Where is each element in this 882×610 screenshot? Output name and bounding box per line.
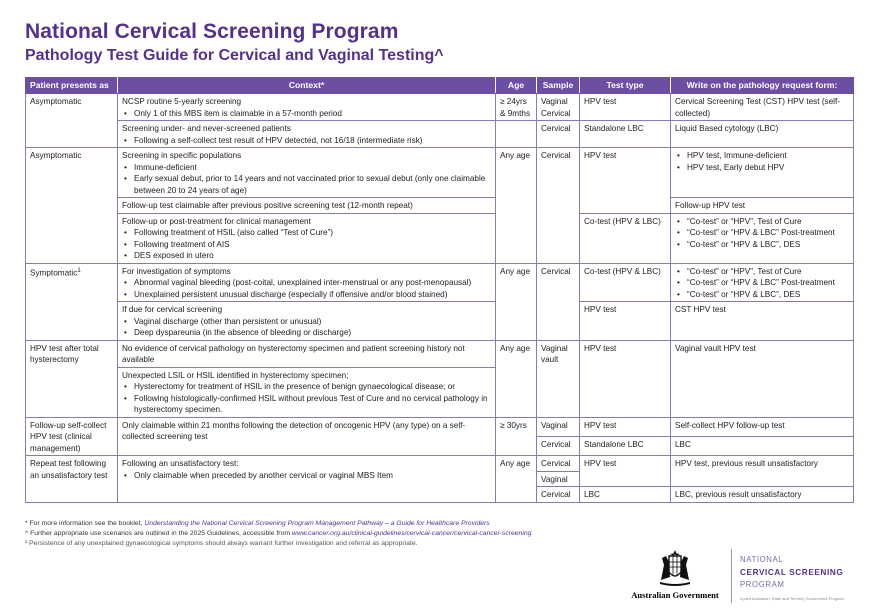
context-bullet: • Immune-deficient: [122, 162, 491, 174]
context-title: Following an unsatisfactory test:: [122, 459, 239, 468]
test-text: Co-test (HPV & LBC): [584, 266, 661, 276]
test-text: HPV test: [584, 459, 617, 468]
context-bullet: • Unexplained persistent unusual discharge (especially if offensive and/or blood stained): [122, 289, 491, 301]
form-cell: [671, 213, 854, 263]
context-title: If due for cervical screening: [122, 305, 223, 314]
table-row: [26, 94, 854, 121]
booklet-link[interactable]: Understanding the National Cervical Screening Program Management Pathway – a Guide for Healthcare Providers: [144, 520, 490, 527]
sample-text: Vaginal Cervical: [541, 97, 571, 118]
context-cell: [118, 198, 496, 214]
sample-cell: [537, 417, 580, 436]
presents-text: Asymptomatic: [30, 97, 82, 106]
footnote-1: [25, 519, 531, 529]
context-cell: [118, 148, 496, 198]
context-cell: [118, 340, 496, 367]
form-cell: [671, 94, 854, 121]
context-title: Follow-up test claimable after previous positive screening test (12-month repeat): [122, 201, 413, 210]
form-cell: [671, 417, 854, 436]
form-cell: [671, 436, 854, 455]
presents-text: Symptomatic: [30, 268, 78, 278]
context-cell: [118, 302, 496, 341]
age-text: ≥ 30yrs: [500, 420, 527, 430]
table-header-row: [26, 78, 854, 94]
test-cell: [580, 94, 671, 121]
form-text: LBC: [675, 439, 691, 449]
context-title: Unexpected LSIL or HSIL identified in hysterectomy specimen;: [122, 370, 349, 380]
form-cell: [671, 121, 854, 148]
age-cell: [496, 94, 537, 121]
context-cell: [118, 263, 496, 302]
sample-cell: [537, 121, 580, 148]
context-cell: [118, 417, 496, 456]
form-text: HPV test, previous result unsatisfactory: [675, 459, 818, 468]
test-cell: [580, 417, 671, 436]
test-text: Standalone LBC: [584, 124, 644, 133]
age-text: Any age: [500, 343, 531, 353]
header-sample: Sample: [537, 78, 580, 94]
test-cell: [580, 487, 671, 503]
test-cell: [580, 302, 671, 341]
header-request-form: Write on the pathology request form:: [671, 78, 854, 94]
context-title: Follow-up or post-treatment for clinical management: [122, 216, 311, 226]
age-text: ≥ 24yrs & 9mths: [500, 97, 531, 118]
context-bullet: • Only claimable when preceded by another cervical or vaginal MBS Item: [122, 470, 491, 482]
form-cell: [671, 263, 854, 302]
presents-cell: [26, 148, 118, 264]
ncsp-logo-line-2: CERVICAL SCREENING: [740, 567, 844, 577]
test-text: HPV test: [584, 97, 617, 106]
form-text: CST HPV test: [675, 305, 726, 314]
form-bullet: • “Co-test” or “HPV”, Test of Cure: [675, 266, 849, 278]
context-cell: [118, 94, 496, 121]
table-row: [26, 302, 854, 341]
presents-text: Follow-up self-collect HPV test (clinical management): [30, 420, 107, 453]
form-text: Follow-up HPV test: [675, 201, 746, 210]
australian-government-logo: [622, 548, 728, 604]
form-cell: [671, 148, 854, 198]
sample-cell: [537, 456, 580, 472]
footnote-2-text: ^ Further appropriate use scenarios are outlined in the 2025 Guidelines, accessible from: [25, 530, 292, 537]
age-cell: [496, 417, 537, 456]
table-row: [26, 263, 854, 302]
age-cell: [496, 121, 537, 148]
sample-cell: [537, 436, 580, 455]
header-age: Age: [496, 78, 537, 94]
context-bullet: • Following treatment of AIS: [122, 239, 491, 251]
test-text: HPV test: [584, 305, 617, 314]
test-cell: [580, 340, 671, 417]
context-title: Screening under- and never-screened patients: [122, 124, 291, 133]
context-cell: [118, 367, 496, 417]
form-bullet: • HPV test, Early debut HPV: [675, 162, 849, 174]
context-bullet: • Following treatment of HSIL (also called “Test of Cure”): [122, 227, 491, 239]
context-bullet: • Following histologically-confirmed HSIL without previous Test of Cure and no cervical pathology in hysterectomy specimen.: [122, 393, 491, 416]
sample-text: Cervical: [541, 151, 571, 160]
guidelines-link[interactable]: www.cancer.org.au/clinical-guidelines/cervical-cancer/cervical-cancer-screening: [291, 530, 532, 537]
context-title: Screening in specific populations: [122, 151, 242, 160]
context-cell: [118, 456, 496, 503]
test-text: Standalone LBC: [584, 439, 644, 449]
context-bullet: • Hysterectomy for treatment of HSIL in the presence of benign gynaecological disease; or: [122, 381, 491, 393]
age-text: Any age: [500, 459, 531, 468]
presents-text: Asymptomatic: [30, 151, 82, 160]
footnote-1-text: * For more information see the booklet,: [25, 520, 145, 527]
age-text: Any age: [500, 151, 531, 160]
pathology-test-table: [25, 77, 854, 503]
context-bullet: • Vaginal discharge (other than persistent or unusual): [122, 316, 491, 328]
presents-cell: [26, 263, 118, 340]
presents-text: Repeat test following an unsatisfactory test: [30, 459, 108, 480]
sample-text: Vaginal: [541, 474, 568, 484]
table-row: [26, 340, 854, 367]
form-bullet: • “Co-test” or “HPV”, Test of Cure: [675, 216, 849, 228]
ncsp-logo-tagline: A joint Australian, State and Territory Government Program: [740, 595, 844, 601]
context-bullet: • DES exposed in utero: [122, 250, 491, 262]
context-title: No evidence of cervical pathology on hysterectomy specimen and patient screening history not available: [122, 343, 465, 364]
context-cell: [118, 121, 496, 148]
context-bullet: • Only 1 of this MBS item is claimable in a 57-month period: [122, 108, 491, 120]
test-text: HPV test: [584, 420, 617, 430]
form-cell: [671, 456, 854, 487]
form-text: Liquid Based cytology (LBC): [675, 124, 779, 133]
ncsp-logo-line-3: PROGRAM: [740, 580, 785, 589]
form-cell: [671, 198, 854, 214]
coat-of-arms-icon: [656, 550, 694, 588]
age-cell: [496, 263, 537, 340]
table-row: [26, 417, 854, 436]
context-cell: [118, 213, 496, 263]
form-text: Self-collect HPV follow-up test: [675, 420, 785, 430]
context-bullet: • Deep dyspareunia (in the absence of bleeding or discharge): [122, 327, 491, 339]
sample-cell: [537, 471, 580, 487]
age-cell: [496, 340, 537, 417]
footnote-marker: 1: [77, 267, 81, 274]
form-bullet: • “Co-test” or “HPV & LBC” Post-treatment: [675, 227, 849, 239]
sample-cell: [537, 487, 580, 503]
form-text: Cervical Screening Test (CST) HPV test (self-collected): [675, 97, 841, 118]
presents-cell: [26, 417, 118, 456]
sample-text: Vaginal vault: [541, 343, 568, 364]
test-cell: [580, 263, 671, 302]
table-row: [26, 198, 854, 214]
form-cell: [671, 340, 854, 417]
sample-text: Cervical: [541, 124, 571, 133]
form-bullet: • “Co-test” or “HPV & LBC”, DES: [675, 289, 849, 301]
form-cell: [671, 302, 854, 341]
form-bullet: • “Co-test” or “HPV & LBC”, DES: [675, 239, 849, 251]
context-title: Only claimable within 21 months following the detection of oncogenic HPV (any type) on a self-collected screening test: [122, 420, 466, 441]
header-test-type: Test type: [580, 78, 671, 94]
age-cell: [496, 148, 537, 264]
sample-text: Cervical: [541, 266, 571, 276]
sample-text: Cervical: [541, 459, 571, 468]
ncsp-logo: [740, 554, 844, 602]
sample-cell: [537, 340, 580, 417]
presents-cell: [26, 94, 118, 148]
sample-text: Cervical: [541, 490, 571, 499]
footnote-3: ¹ Persistence of any unexplained gynaecological symptoms should always warrant further investigation and referral as appropriate.: [25, 540, 418, 547]
logo-divider: [731, 549, 732, 603]
sample-cell: [537, 148, 580, 264]
test-cell: [580, 148, 671, 214]
test-text: HPV test: [584, 343, 617, 353]
presents-text: HPV test after total hysterectomy: [30, 343, 99, 364]
ncsp-logo-line-1: NATIONAL: [740, 555, 784, 564]
page-subtitle: Pathology Test Guide for Cervical and Vaginal Testing^: [25, 47, 444, 64]
age-cell: [496, 456, 537, 503]
test-cell: [580, 456, 671, 487]
footnotes: [25, 519, 531, 549]
table-row: [26, 213, 854, 263]
test-text: Co-test (HPV & LBC): [584, 216, 661, 226]
sample-cell: [537, 94, 580, 121]
context-title: NCSP routine 5-yearly screening: [122, 97, 242, 106]
context-title: For investigation of symptoms: [122, 266, 231, 276]
form-cell: [671, 487, 854, 503]
government-name: Australian Government: [631, 590, 719, 600]
header-patient-presents: Patient presents as: [26, 78, 118, 94]
test-cell: [580, 213, 671, 263]
table-row: [26, 456, 854, 472]
context-bullet: • Following a self-collect test result of HPV detected, not 16/18 (intermediate risk): [122, 135, 491, 147]
form-text: LBC, previous result unsatisfactory: [675, 490, 802, 499]
page-title: National Cervical Screening Program: [25, 20, 399, 43]
form-bullet: • HPV test, Immune-deficient: [675, 150, 849, 162]
test-text: HPV test: [584, 151, 617, 160]
sample-text: Cervical: [541, 439, 571, 449]
table-row: [26, 148, 854, 198]
age-text: Any age: [500, 266, 531, 276]
table-row: [26, 121, 854, 148]
presents-cell: [26, 340, 118, 417]
test-cell: [580, 436, 671, 455]
header-context: Context*: [118, 78, 496, 94]
sample-text: Vaginal: [541, 420, 568, 430]
context-bullet: • Early sexual debut, prior to 14 years and not vaccinated prior to sexual debut (only one claimable between 20 to 24 years of age): [122, 173, 491, 196]
test-cell: [580, 121, 671, 148]
sample-cell: [537, 263, 580, 340]
footnote-2: [25, 529, 531, 539]
context-bullet: • Abnormal vaginal bleeding (post-coital, unexplained inter-menstrual or any post-menopausal): [122, 277, 491, 289]
form-bullet: • “Co-test” or “HPV & LBC” Post-treatment: [675, 277, 849, 289]
test-text: LBC: [584, 490, 600, 499]
presents-cell: [26, 456, 118, 503]
form-text: Vaginal vault HPV test: [675, 343, 756, 353]
